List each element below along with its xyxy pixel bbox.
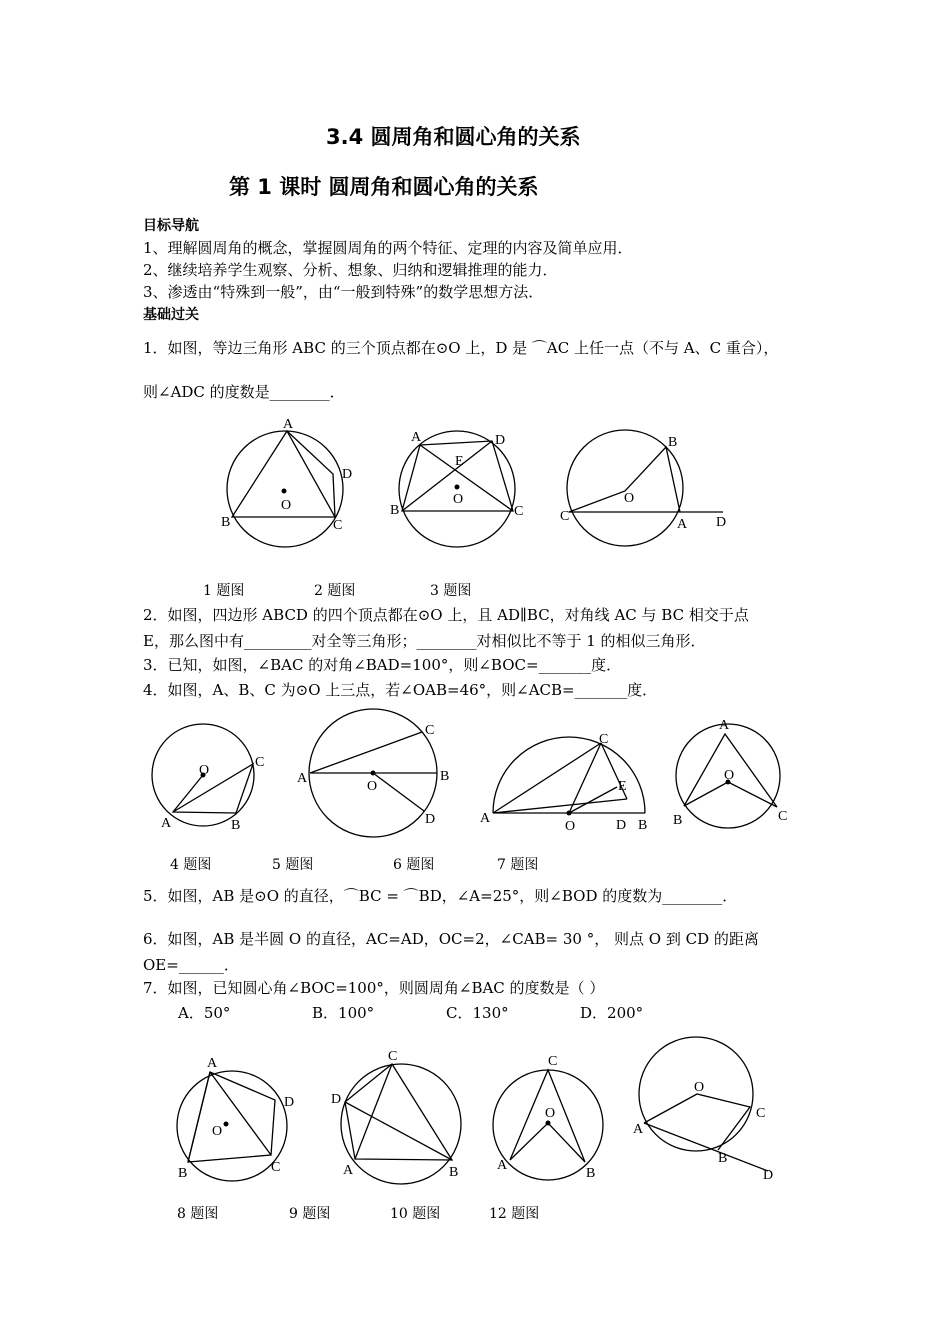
figure-2 <box>385 425 535 555</box>
figure-caption: 9 题图 <box>289 1206 331 1222</box>
figure-7 <box>668 712 798 832</box>
label-A: A <box>633 1122 644 1137</box>
figure-1 <box>215 412 355 552</box>
question-6-line-1: 6．如图，AB 是半圆 O 的直径，AC=AD，OC=2，∠CAB= 30 °， 则点 O 到 CD 的距离 <box>143 930 759 948</box>
label-C: C <box>255 755 265 770</box>
label-O: O <box>453 492 464 507</box>
label-A: A <box>497 1158 508 1173</box>
label-A: A <box>677 517 688 532</box>
label-O: O <box>281 498 292 513</box>
label-C: C <box>388 1049 398 1064</box>
label-A: A <box>719 718 730 733</box>
figure-caption: 7 题图 <box>497 857 539 873</box>
label-B: B <box>390 503 400 518</box>
option-b: B．100° <box>312 1004 375 1022</box>
objectives-heading: 目标导航 <box>143 218 199 234</box>
lesson-subtitle: 第 1 课时 圆周角和圆心角的关系 <box>229 175 539 199</box>
label-O: O <box>624 491 635 506</box>
figure-caption: 5 题图 <box>272 857 314 873</box>
option-d: D．200° <box>580 1004 644 1022</box>
option-a: A．50° <box>178 1004 231 1022</box>
label-B: B <box>440 769 450 784</box>
figure-caption: 6 题图 <box>393 857 435 873</box>
label-C: C <box>778 809 788 824</box>
figure-6 <box>475 727 660 837</box>
question-7: 7．如图，已知圆心角∠BOC=100°，则圆周角∠BAC 的度数是（ ） <box>143 979 605 997</box>
label-B: B <box>221 515 231 530</box>
label-B: B <box>178 1166 188 1181</box>
label-A: A <box>207 1056 218 1071</box>
figure-caption: 3 题图 <box>430 583 472 599</box>
label-D: D <box>331 1092 342 1107</box>
label-C: C <box>560 509 570 524</box>
label-D: D <box>495 433 506 448</box>
label-B: B <box>673 813 683 828</box>
label-O: O <box>199 763 210 778</box>
figure-4 <box>145 712 275 842</box>
question-2-line-1: 2．如图，四边形 ABCD 的四个顶点都在⊙O 上，且 AD∥BC，对角线 AC 与 BC 相交于点 <box>143 606 749 624</box>
label-B: B <box>586 1166 596 1181</box>
label-O: O <box>565 819 576 834</box>
label-A: A <box>480 811 491 826</box>
figure-caption: 4 题图 <box>170 857 212 873</box>
label-C: C <box>756 1106 766 1121</box>
objective-item: 3、渗透由“特殊到一般”，由“一般到特殊”的数学思想方法． <box>143 283 544 301</box>
label-B: B <box>449 1165 459 1180</box>
label-E: E <box>618 779 627 794</box>
label-B: B <box>718 1151 728 1166</box>
label-D: D <box>425 812 436 827</box>
figure-caption: 10 题图 <box>390 1206 441 1222</box>
question-4: 4．如图，A、B、C 为⊙O 上三点，若∠OAB=46°，则∠ACB=_______度． <box>143 681 658 699</box>
figure-5 <box>292 705 452 845</box>
label-C: C <box>548 1054 558 1069</box>
label-O: O <box>367 779 378 794</box>
label-D: D <box>342 467 353 482</box>
label-B: B <box>668 435 678 450</box>
figure-caption: 8 题图 <box>177 1206 219 1222</box>
basics-heading: 基础过关 <box>143 307 199 323</box>
figure-3 <box>558 428 738 548</box>
label-C: C <box>333 518 343 533</box>
label-C: C <box>599 732 609 747</box>
label-D: D <box>284 1095 295 1110</box>
question-6-line-2: OE=______． <box>143 956 239 974</box>
figure-12 <box>628 1030 788 1185</box>
figure-8 <box>165 1050 305 1185</box>
figure-10 <box>488 1048 613 1183</box>
figure-caption: 1 题图 <box>203 583 245 599</box>
question-2-line-2: E，那么图中有_________对全等三角形；________对相似比不等于 1 的相似三角形． <box>143 632 706 650</box>
objective-item: 1、理解圆周角的概念，掌握圆周角的两个特征、定理的内容及简单应用． <box>143 239 633 257</box>
label-D: D <box>616 818 627 833</box>
label-A: A <box>283 417 294 432</box>
option-c: C．130° <box>446 1004 509 1022</box>
label-A: A <box>161 816 172 831</box>
page-title: 3.4 圆周角和圆心角的关系 <box>326 125 581 149</box>
label-A: A <box>411 430 422 445</box>
label-D: D <box>763 1168 774 1183</box>
label-O: O <box>694 1080 705 1095</box>
question-1-line-2: 则∠ADC 的度数是________． <box>143 383 345 401</box>
label-D: D <box>716 515 727 530</box>
label-A: A <box>297 771 308 786</box>
figure-caption: 12 题图 <box>489 1206 540 1222</box>
label-O: O <box>212 1124 223 1139</box>
question-5: 5．如图，AB 是⊙O 的直径，⌒BC = ⌒BD，∠A=25°，则∠BOD 的度数为________． <box>143 887 738 905</box>
label-C: C <box>425 723 435 738</box>
label-O: O <box>545 1106 556 1121</box>
label-B: B <box>638 818 648 833</box>
question-1-line-1: 1．如图，等边三角形 ABC 的三个顶点都在⊙O 上，D 是 ⌒AC 上任一点（不与 A、C 重合）， <box>143 339 779 357</box>
figure-9 <box>328 1045 473 1180</box>
label-C: C <box>514 504 524 519</box>
label-O: O <box>724 768 735 783</box>
label-E: E <box>455 454 464 469</box>
question-3: 3．已知，如图，∠BAC 的对角∠BAD=100°，则∠BOC=_______度． <box>143 656 622 674</box>
figure-caption: 2 题图 <box>314 583 356 599</box>
label-B: B <box>231 818 241 833</box>
label-C: C <box>271 1160 281 1175</box>
objective-item: 2、继续培养学生观察、分析、想象、归纳和逻辑推理的能力． <box>143 261 558 279</box>
label-A: A <box>343 1163 354 1178</box>
